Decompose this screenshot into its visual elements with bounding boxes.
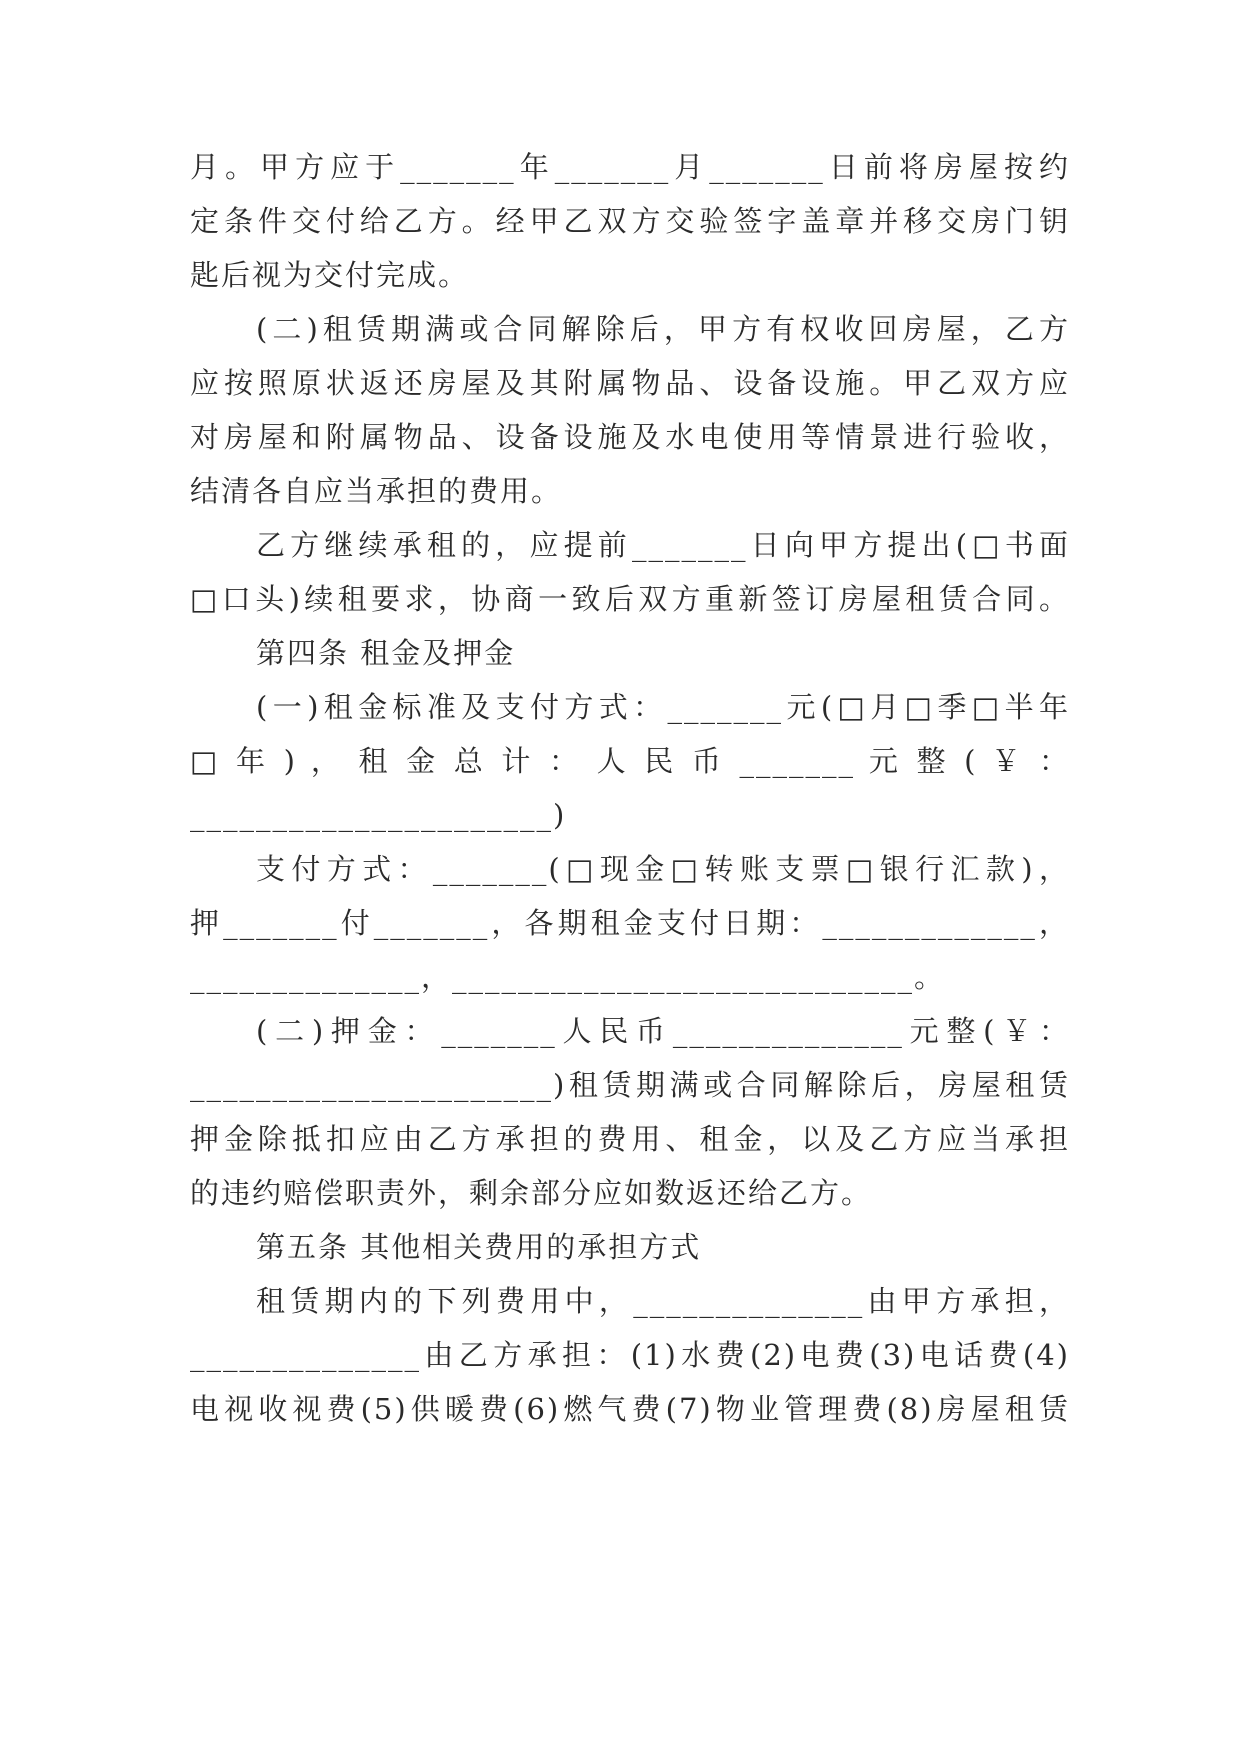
text-line: 的违约赔偿职责外，剩余部分应如数返还给乙方。 [190,1176,873,1210]
text-line: 对房屋和附属物品、设备设施及水电使用等情景进行验收， [190,420,1070,454]
text-line: 支付方式：_______(□现金□转账支票□银行汇款)， [256,852,1070,886]
text-line: □口头)续租要求，协商一致后双方重新签订房屋租赁合同。 [190,582,1070,616]
text-line: 押金除抵扣应由乙方承担的费用、租金，以及乙方应当承担 [190,1122,1070,1156]
text-line: (二)押金：_______人民币______________元整(￥： [256,1014,1070,1048]
text-line: ______________________)租赁期满或合同解除后，房屋租赁 [190,1068,1070,1102]
text-line: (二)租赁期满或合同解除后，甲方有权收回房屋，乙方 [256,312,1070,346]
text-line: 押_______付_______，各期租金支付日期：_____________， [190,906,1070,940]
text-line: □ 年 ) ， 租 金 总 计 ： 人 民 币 _______ 元 整 ( ￥ ： [190,744,1070,778]
section-heading: 第四条 租金及押金 [256,636,516,670]
text-line: 乙方继续承租的，应提前_______日向甲方提出(□书面 [256,528,1070,562]
text-line: 结清各自应当承担的费用。 [190,474,563,508]
text-line: 月。甲方应于_______年_______月_______日前将房屋按约 [190,150,1070,184]
text-line: 电视收视费(5)供暖费(6)燃气费(7)物业管理费(8)房屋租赁 [190,1392,1070,1426]
text-line: 匙后视为交付完成。 [190,258,470,292]
text-line: ______________由乙方承担：(1)水费(2)电费(3)电话费(4) [190,1338,1070,1372]
text-line: 定条件交付给乙方。经甲乙双方交验签字盖章并移交房门钥 [190,204,1070,238]
text-line: ______________________) [190,798,567,832]
text-line: 租赁期内的下列费用中，______________由甲方承担， [256,1284,1070,1318]
text-line: (一)租金标准及支付方式：_______元(□月□季□半年 [256,690,1070,724]
section-heading: 第五条 其他相关费用的承担方式 [256,1230,702,1264]
text-line: ______________，____________________________。 [190,960,946,994]
text-line: 应按照原状返还房屋及其附属物品、设备设施。甲乙双方应 [190,366,1070,400]
